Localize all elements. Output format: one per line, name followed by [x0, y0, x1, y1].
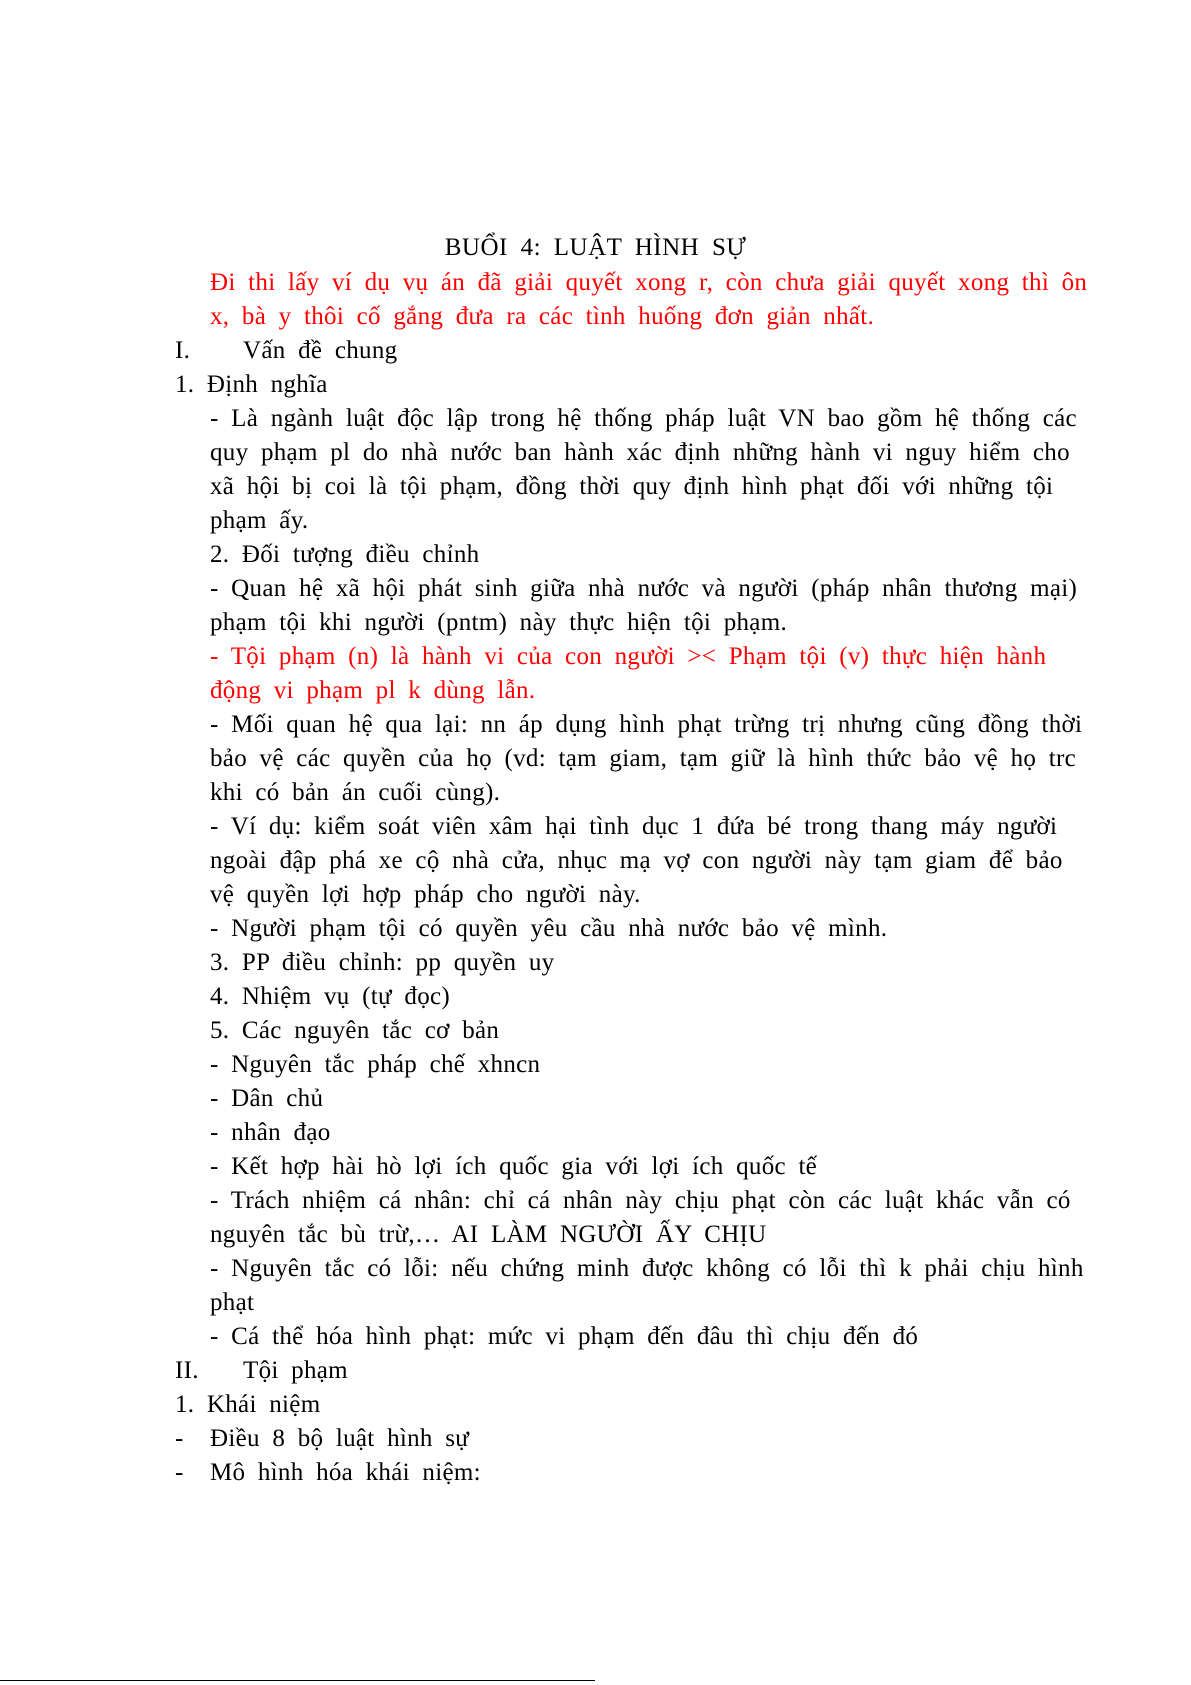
paragraph-line: - Người phạm tội có quyền yêu cầu nhà nước bảo vệ mình.	[210, 915, 888, 942]
paragraph-line: - Mối quan hệ qua lại: nn áp dụng hình phạt trừng trị nhưng cũng đồng thời	[210, 711, 1083, 738]
highlight-line: động vi phạm pl k dùng lẫn.	[210, 677, 536, 704]
subsection-heading: 3. PP điều chỉnh: pp quyền uy	[210, 949, 555, 976]
list-item: - Dân chủ	[210, 1085, 324, 1112]
section-heading-1: Vấn đề chung	[243, 337, 398, 364]
note-line-1: Đi thi lấy ví dụ vụ án đã giải quyết xong r, còn chưa giải quyết xong thì ôn	[210, 269, 1088, 296]
highlight-line: - Tội phạm (n) là hành vi của con người >< Phạm tội (v) thực hiện hành	[210, 643, 1047, 670]
section-heading-2: Tội phạm	[243, 1357, 348, 1384]
list-item: Mô hình hóa khái niệm:	[210, 1459, 481, 1486]
list-item: phạt	[210, 1289, 255, 1316]
list-dash: -	[175, 1459, 184, 1486]
paragraph-line: bảo vệ các quyền của họ (vd: tạm giam, tạm giữ là hình thức bảo vệ họ trc	[210, 745, 1077, 772]
document-title: BUỔI 4: LUẬT HÌNH SỰ	[444, 234, 747, 261]
paragraph-line: ngoài đập phá xe cộ nhà cửa, nhục mạ vợ con người này tạm giam để bảo	[210, 847, 1063, 874]
paragraph-line: - Là ngành luật độc lập trong hệ thống pháp luật VN bao gồm hệ thống các	[210, 405, 1077, 432]
subsection-heading: 5. Các nguyên tắc cơ bản	[210, 1017, 500, 1044]
list-item: - Trách nhiệm cá nhân: chỉ cá nhân này chịu phạt còn các luật khác vẫn có	[210, 1187, 1071, 1214]
list-item: - nhân đạo	[210, 1119, 331, 1146]
paragraph-line: xã hội bị coi là tội phạm, đồng thời quy định hình phạt đối với những tội	[210, 473, 1054, 500]
subsection-heading: 2. Đối tượng điều chỉnh	[210, 541, 480, 568]
section-number-2: II.	[175, 1357, 199, 1384]
subsection-heading: 1. Định nghĩa	[175, 371, 328, 398]
paragraph-line: - Quan hệ xã hội phát sinh giữa nhà nước và người (pháp nhân thương mại)	[210, 575, 1078, 602]
list-dash: -	[175, 1425, 184, 1452]
list-item: - Nguyên tắc pháp chế xhncn	[210, 1051, 541, 1078]
list-item: nguyên tắc bù trừ,… AI LÀM NGƯỜI ẤY CHỊU	[210, 1221, 767, 1248]
paragraph-line: quy phạm pl do nhà nước ban hành xác định những hành vi nguy hiểm cho	[210, 439, 1070, 466]
paragraph-line: vệ quyền lợi hợp pháp cho người này.	[210, 881, 641, 908]
section-number-1: I.	[175, 337, 191, 364]
footnote-separator	[0, 1680, 595, 1681]
list-item: - Cá thể hóa hình phạt: mức vi phạm đến đâu thì chịu đến đó	[210, 1323, 919, 1350]
paragraph-line: phạm ấy.	[210, 507, 309, 534]
list-item: Điều 8 bộ luật hình sự	[210, 1425, 470, 1452]
paragraph-line: phạm tội khi người (pntm) này thực hiện tội phạm.	[210, 609, 788, 636]
paragraph-line: - Ví dụ: kiểm soát viên xâm hại tình dục 1 đứa bé trong thang máy người	[210, 813, 1058, 840]
note-line-2: x, bà y thôi cố gắng đưa ra các tình huống đơn giản nhất.	[210, 303, 875, 330]
subsection-heading: 1. Khái niệm	[175, 1391, 321, 1418]
paragraph-line: khi có bản án cuối cùng).	[210, 779, 501, 806]
list-item: - Nguyên tắc có lỗi: nếu chứng minh được không có lỗi thì k phải chịu hình	[210, 1255, 1084, 1282]
subsection-heading: 4. Nhiệm vụ (tự đọc)	[210, 983, 451, 1010]
list-item: - Kết hợp hài hò lợi ích quốc gia với lợi ích quốc tế	[210, 1153, 818, 1180]
